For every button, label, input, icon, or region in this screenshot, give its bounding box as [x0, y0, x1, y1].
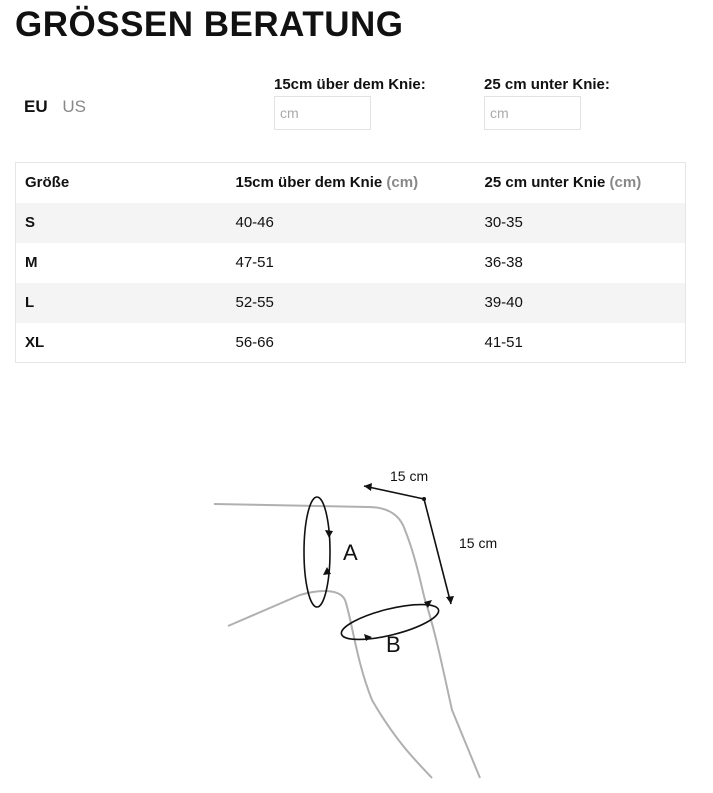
below-knee-label: 25 cm unter Knie: [484, 76, 610, 93]
above-knee-cell: 52-55 [235, 294, 274, 311]
below-knee-cell: 30-35 [484, 214, 523, 231]
table-row [16, 323, 686, 363]
dimension-line-top [364, 486, 424, 499]
arrowhead-icon [325, 530, 333, 538]
size-cell: S [25, 214, 36, 231]
above-knee-cell: 56-66 [235, 333, 274, 351]
page-title: GRÖSSEN BERATUNG [15, 5, 404, 44]
above-knee-cell: 40-46 [235, 214, 274, 231]
unit-toggle [24, 97, 96, 117]
header-unit-hint: (cm) [609, 174, 642, 192]
above-knee-label: 15cm über dem Knie: [274, 76, 426, 93]
table-header-row [16, 163, 686, 203]
unit-eu-option[interactable]: EU [24, 97, 48, 116]
measurement-lines [304, 486, 451, 647]
measure-label-a: A [343, 540, 358, 565]
size-table [15, 162, 686, 363]
table-row [16, 203, 686, 243]
header-below-knee-label: 25 cm unter Knie [484, 174, 606, 192]
leg-outline-bottom [228, 591, 432, 778]
below-knee-cell: 36-38 [484, 254, 523, 271]
header-above-knee-label: 15cm über dem Knie [235, 174, 383, 192]
dimension-dot [422, 497, 426, 501]
dimension-label-side: 15 cm [459, 535, 498, 551]
header-above-knee [227, 163, 476, 203]
below-knee-cell: 41-51 [484, 333, 523, 351]
above-knee-cell: 47-51 [235, 254, 274, 271]
above-knee-input[interactable] [274, 96, 371, 130]
below-knee-input[interactable] [484, 96, 581, 130]
dimension-line-side [424, 499, 451, 604]
measure-label-b: B [386, 632, 401, 657]
header-below-knee [476, 163, 686, 203]
unit-us-option[interactable]: US [62, 97, 86, 116]
size-cell: M [25, 254, 38, 271]
header-size: Größe [25, 174, 70, 192]
size-cell: L [25, 294, 35, 311]
knee-measurement-diagram [0, 400, 713, 793]
size-cell: XL [25, 333, 45, 351]
table-row [16, 283, 686, 323]
table-row [16, 243, 686, 283]
dimension-label-top: 15 cm [390, 468, 429, 484]
header-unit-hint: (cm) [386, 174, 419, 192]
below-knee-cell: 39-40 [484, 294, 523, 311]
